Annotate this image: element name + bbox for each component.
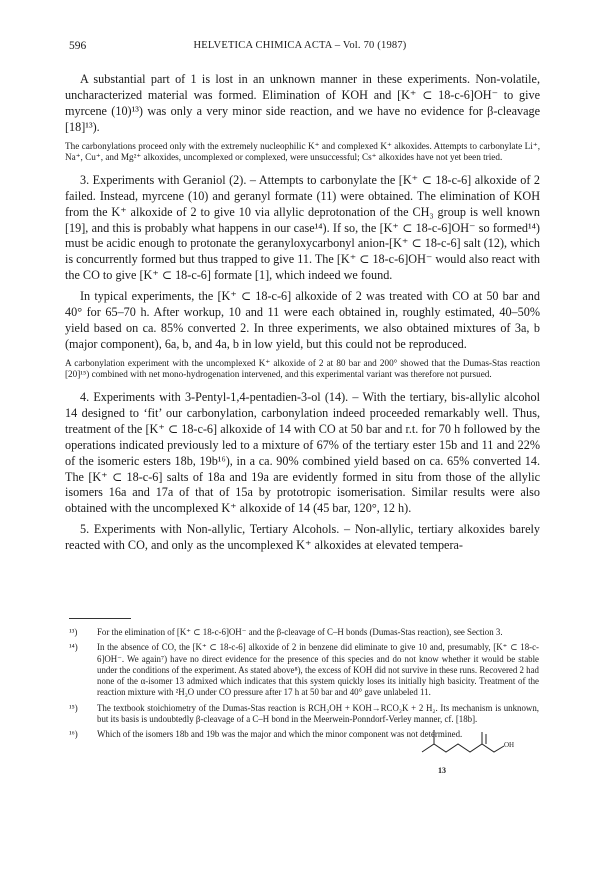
page-number: 596 [69, 40, 87, 52]
footnote-13 [69, 627, 539, 638]
footnote-text: Which of the isomers 18b and 19b was the major and which the minor component was not determined. [97, 729, 463, 740]
structure-number: 13 [438, 766, 446, 775]
paragraph-intro: A substantial part of 1 is lost in an unknown manner in these experiments. Non-volatile, uncharacterized material was formed. Elimination of KOH and [K⁺ ⊂ 18-c-6]OH⁻ to give myrcene (10)¹³) was only a very minor side reaction, and we have no evidence for β-cleavage [18]¹³). [65, 72, 540, 134]
section-4-pentadienol: 4. Experiments with 3-Pentyl-1,4-pentadien-3-ol (14). – With the tertiary, bis-allylic alcohol 14 designed to ‘fit’ our carbonylation, carbonylation indeed proceeded remarkably well. Thus, treatment of the [K⁺ ⊂ 18-c-6] alkoxide of 14 with CO at 50 bar and r.t. for 70 h followed by the operations indicated previously led to a mixture of 67% of the tertiary ester 15b and 11 and 22% of the isomeric esters 18b, 19b¹⁶), in a ca. 90% combined yield based on ca. 65% converted 14. The [K⁺ ⊂ 18-c-6] salts of 18a and 19a are evidently formed in situ from those of the allylic isomers 16a and 17a of that of 15a by prototropic isomerisation. Similar results were also obtained with the uncomplexed K⁺ alkoxide of 14 (45 bar, 120°, 12 h). [65, 389, 540, 516]
footnote-text: The textbook stoichiometry of the Dumas-Stas reaction is RCH₂OH + KOH→RCO₂K + 2 H₂. Its mechanism is unknown, but its basis is undoubtedly β-cleavage of a C–H bond in the Meerwein-Ponndorf-Verley manner, cf. [18b]. [97, 702, 539, 725]
footnote-text: For the elimination of [K⁺ ⊂ 18-c-6]OH⁻ and the β-cleavage of C–H bonds (Dumas-Stas reaction), see Section 3. [97, 627, 503, 637]
structure-oh-label: OH [504, 741, 515, 749]
running-head: HELVETICA CHIMICA ACTA – Vol. 70 (1987) [193, 40, 407, 51]
footnote-mark: ¹⁵) [69, 702, 78, 713]
footnote-mark: ¹⁴) [69, 642, 78, 653]
footnote-text: In the absence of CO, the [K⁺ ⊂ 18-c-6] alkoxide of 2 in benzene did eliminate to give 10 and, presumably, [K⁺ ⊂ 18-c-6]OH⁻. We again⁷) have no direct evidence for the presence of this species and do not know whether it would be stable under the conditions of the experiment. As stated above⁸), the excess of KOH did not survive in these runs. Recovered 2 had none of the α-isomer 13 admixed which indicates that this system quickly loses its initially high basicity. Treatment of the reaction mixture with ²H₂O under CO pressure after 17 h at 50 bar and 40° gave unlabeled 11. [97, 642, 539, 698]
section-3-geraniol: 3. Experiments with Geraniol (2). – Attempts to carbonylate the [K⁺ ⊂ 18-c-6] alkoxide of 2 failed. Instead, myrcene (10) and geranyl formate (11) were obtained. The elimination of KOH from the K⁺ alkoxide of 2 to give 10 via allylic deprotonation of the CH₃ group is well known [19], and this is probably what happens in our case¹⁴). If so, the [K⁺ ⊂ 18-c-6]OH⁻ so formed¹⁴) must be acidic enough to protonate the geranyloxycarbonyl anion-[K⁺ ⊂ 18-c-6] salt (12), which is concurrently formed but thus trapped to give 11. The [K⁺ ⊂ 18-c-6]OH⁻ would also react with the CO to give [K⁺ ⊂ 18-c-6] formate [1], which indeed we found. [65, 172, 540, 283]
footnote-rule [69, 618, 131, 619]
footnote-mark: ¹³) [69, 627, 78, 637]
footnote-mark: ¹⁶) [69, 729, 78, 740]
paragraph-typical-experiments: In typical experiments, the [K⁺ ⊂ 18-c-6] alkoxide of 2 was treated with CO at 50 bar and 40° for 65–70 h. After workup, 10 and 11 were each obtained in, roughly estimated, 40–50% yield based on ca. 85% converted 2. In three experiments, we also obtained mixtures of 3a, b (major component), 6a, b, and 4a, b in low yield, but this could not be reproduced. [65, 289, 540, 351]
main-text [65, 72, 540, 559]
footnote-14 [69, 642, 539, 698]
small-note-carbonylations: The carbonylations proceed only with the extremely nucleophilic K⁺ and complexed K⁺ alkoxides. Attempts to carbonylate Li⁺, Na⁺, Cu⁺, and Mg²⁺ alkoxides, uncomplexed or complexed, were unsuccessful; Cs⁺ alkoxides have not yet been tried. [65, 140, 540, 163]
section-5-non-allylic: 5. Experiments with Non-allylic, Tertiary Alcohols. – Non-allylic, tertiary alkoxides barely reacted with CO, and only as the uncomplexed K⁺ alkoxides at elevated tempera- [65, 522, 540, 553]
small-note-dumas-stas: A carbonylation experiment with the uncomplexed K⁺ alkoxide of 2 at 80 bar and 200° showed that the Dumas-Stas reaction [20]¹⁵) combined with net mono-hydrogenation intervened, and this experimental variant was therefore not pursued. [65, 357, 540, 380]
